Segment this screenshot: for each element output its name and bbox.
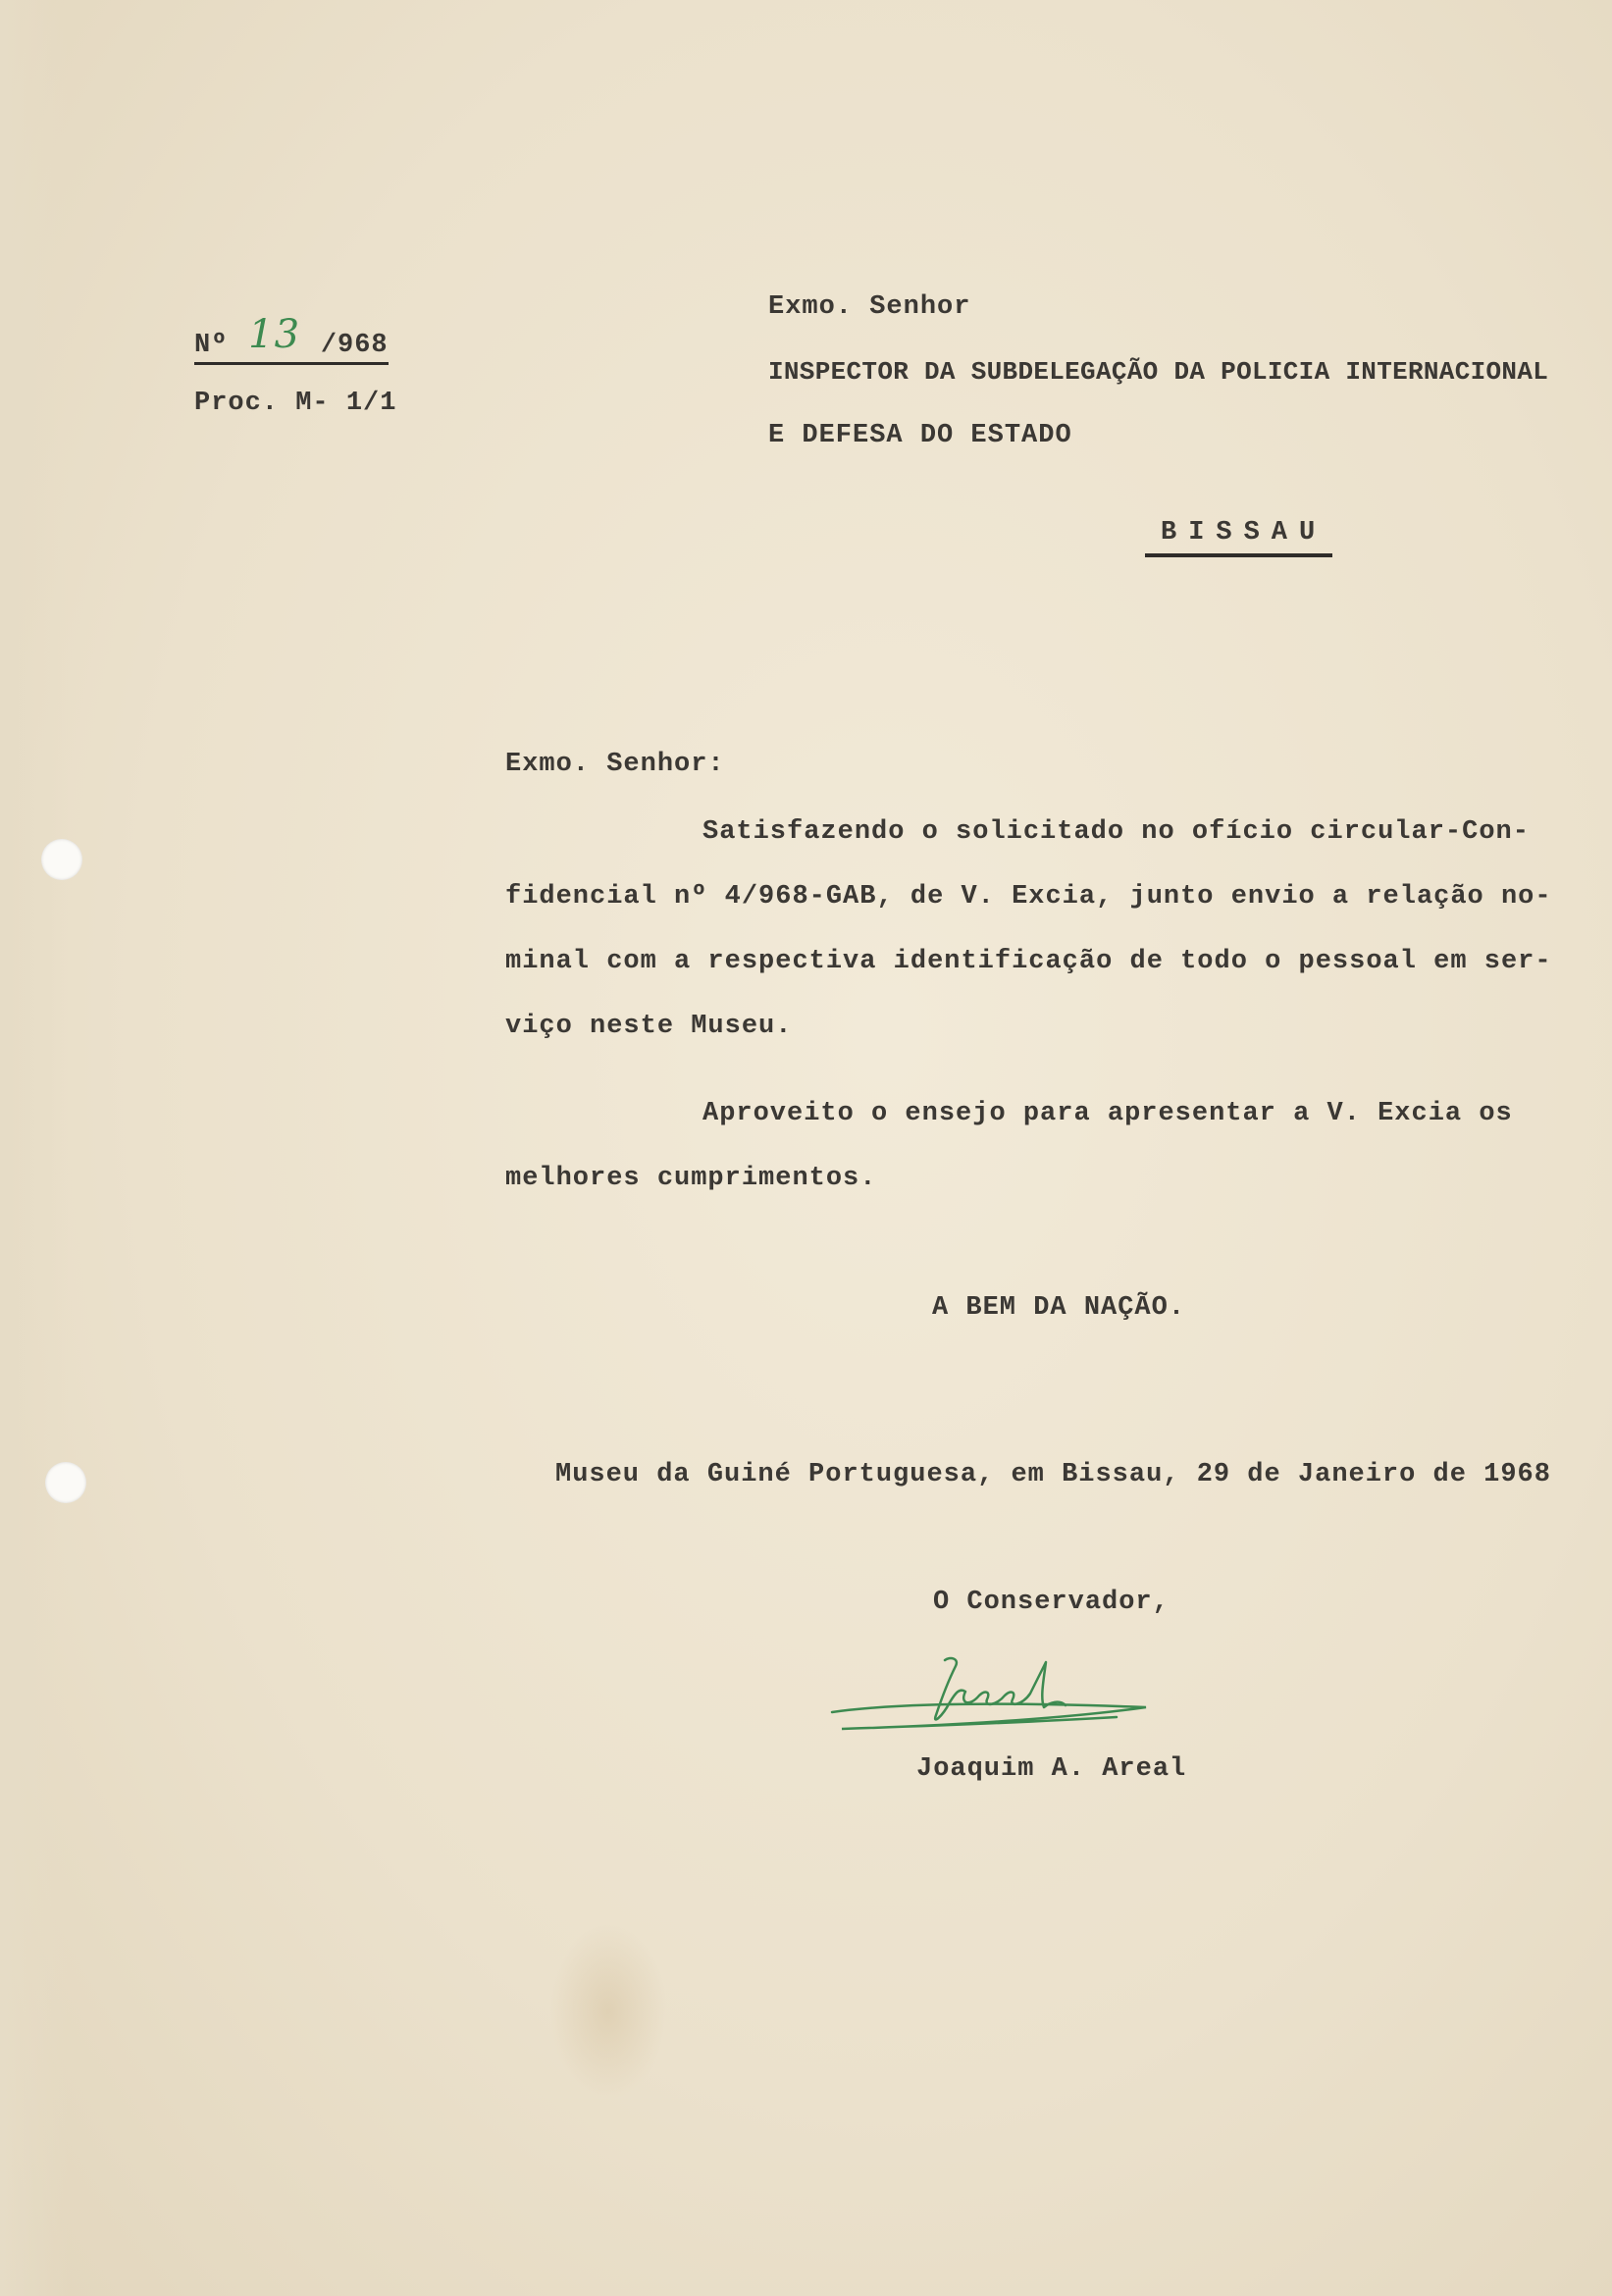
process-number: Proc. M- 1/1 <box>194 389 397 418</box>
punch-hole-top <box>41 839 82 880</box>
body-line: fidencial nº 4/968-GAB, de V. Excia, junto envio a relação no- <box>505 882 1552 912</box>
date-line: Museu da Guiné Portuguesa, em Bissau, 29 de Janeiro de 1968 <box>555 1460 1551 1489</box>
ref-number-handwritten: 13 <box>248 312 301 357</box>
addressee-line-2: E DEFESA DO ESTADO <box>768 421 1072 450</box>
addressee-city: BISSAU <box>1145 518 1332 557</box>
handwritten-signature <box>822 1648 1156 1747</box>
body-line: Satisfazendo o solicitado no ofício circular-Con- <box>702 817 1530 847</box>
signer-name: Joaquim A. Areal <box>916 1754 1187 1784</box>
ref-prefix: Nº <box>194 331 229 360</box>
addressee-salutation: Exmo. Senhor <box>768 292 971 322</box>
body-line: melhores cumprimentos. <box>505 1164 877 1193</box>
letter-salutation: Exmo. Senhor: <box>505 750 725 779</box>
ref-year: /968 <box>320 331 389 360</box>
body-line: Aproveito o ensejo para apresentar a V. Excia os <box>702 1099 1513 1128</box>
body-line: minal com a respectiva identificação de todo o pessoal em ser- <box>505 947 1552 976</box>
body-line: viço neste Museu. <box>505 1012 793 1041</box>
reference-number <box>194 312 389 361</box>
paper-edge <box>0 0 69 2296</box>
addressee-line-1: INSPECTOR DA SUBDELEGAÇÃO DA POLICIA INTERNACIONAL <box>768 357 1549 387</box>
punch-hole-bottom <box>45 1462 86 1503</box>
closing-formula: A BEM DA NAÇÃO. <box>932 1293 1186 1323</box>
paper-stain <box>549 1923 667 2100</box>
signer-title: O Conservador, <box>933 1588 1170 1617</box>
